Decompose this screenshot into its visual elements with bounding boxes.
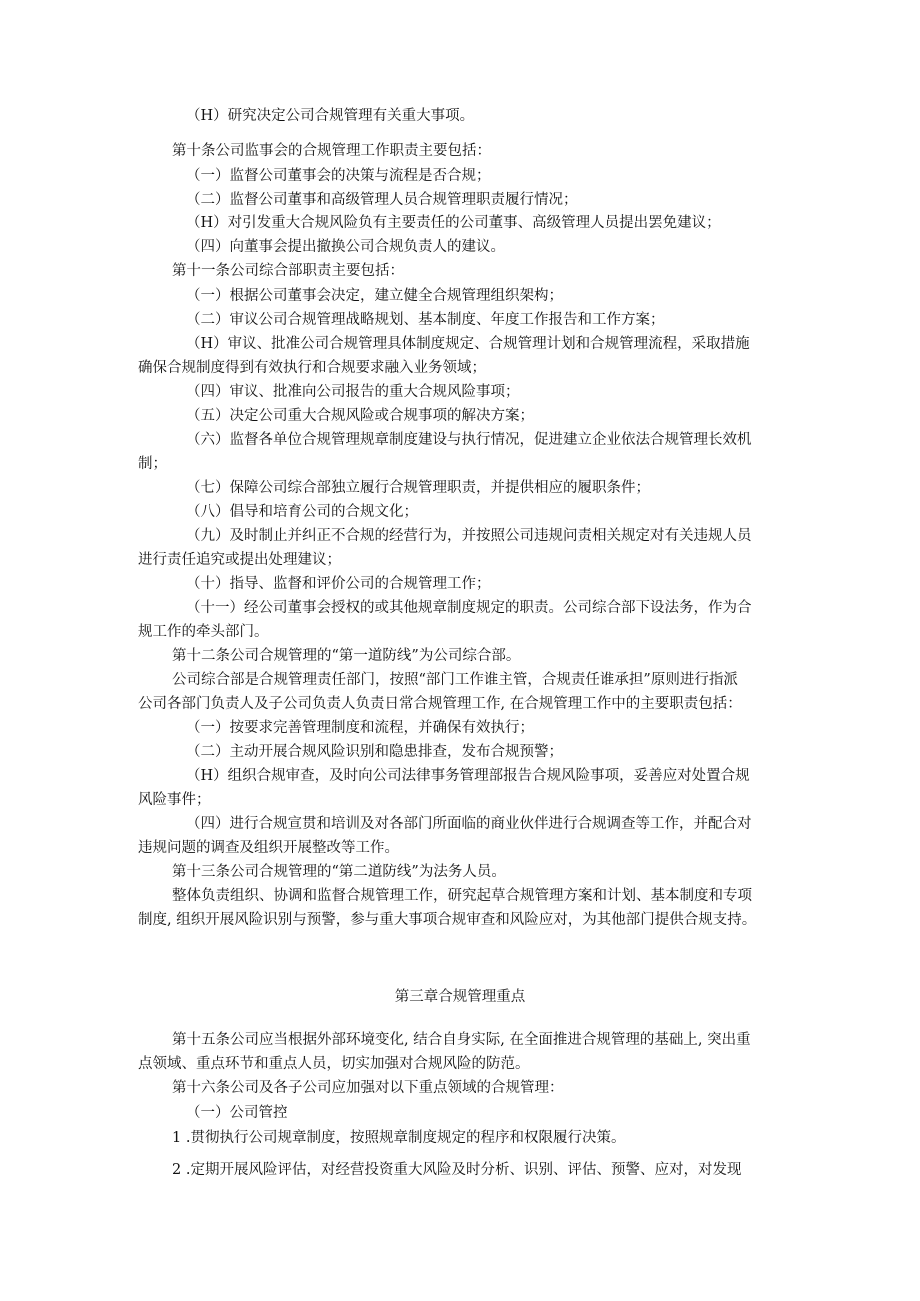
paragraph-line: （四）审议、批准向公司报告的重大合规风险事项； bbox=[186, 384, 520, 400]
paragraph-line: 确保合规制度得到有效执行和合规要求融入业务领域； bbox=[138, 360, 486, 376]
paragraph-line: （二）主动开展合规风险识别和隐患排查，发布合规预警； bbox=[186, 744, 563, 760]
paragraph-line: 违规问题的调查及组织开展整改等工作。 bbox=[138, 840, 399, 856]
article-heading: 第十二条公司合规管理的“第一道防线”为公司综合部。 bbox=[172, 648, 521, 664]
paragraph-line: 点领域、重点环节和重点人员，切实加强对合规风险的防范。 bbox=[138, 1056, 530, 1072]
paragraph-line: （二）监督公司董事和高级管理人员合规管理职责履行情况； bbox=[186, 192, 578, 208]
chapter-heading: 第三章合规管理重点 bbox=[394, 989, 526, 1005]
paragraph-line: （一）根据公司董事会决定，建立健全合规管理组织架构； bbox=[186, 288, 563, 304]
paragraph-line: 第十五条公司应当根据外部环境变化, 结合自身实际, 在全面推进合规管理的基础上, 突出重 bbox=[172, 1032, 751, 1048]
article-heading: 第十六条公司及各子公司应加强对以下重点领域的合规管理： bbox=[172, 1080, 564, 1096]
paragraph-line: 整体负责组织、协调和监督合规管理工作，研究起草合规管理方案和计划、基本制度和专项 bbox=[172, 888, 752, 904]
article-heading: 第十三条公司合规管理的“第二道防线”为法务人员。 bbox=[172, 864, 506, 880]
paragraph-line: 制； bbox=[138, 456, 167, 472]
paragraph-line: （H）审议、批准公司合规管理具体制度规定、合规管理计划和合规管理流程，采取措施 bbox=[186, 336, 750, 352]
paragraph-line: （一）按要求完善管理制度和流程，并确保有效执行； bbox=[186, 720, 534, 736]
paragraph-line: （八）倡导和培育公司的合规文化； bbox=[186, 504, 418, 520]
paragraph-line: （七）保障公司综合部独立履行合规管理职责，并提供相应的履职条件； bbox=[186, 480, 650, 496]
paragraph-line: 公司各部门负责人及子公司负责人负责日常合规管理工作, 在合规管理工作中的主要职责包括： bbox=[138, 696, 742, 712]
paragraph-line: （四）向董事会提出撤换公司合规负责人的建议。 bbox=[186, 239, 505, 255]
paragraph-line: （九）及时制止并纠正不合规的经营行为，并按照公司违规问责相关规定对有关违规人员 bbox=[186, 528, 752, 544]
paragraph-line: 进行责任追究或提出处理建议； bbox=[138, 552, 341, 568]
paragraph-line: 制度, 组织开展风险识别与预警，参与重大事项合规审查和风险应对，为其他部门提供合规支持。 bbox=[138, 912, 757, 928]
paragraph-line: （十一）经公司董事会授权的或其他规章制度规定的职责。公司综合部下设法务，作为合 bbox=[186, 600, 752, 616]
list-item: 1 .贯彻执行公司规章制度，按照规章制度规定的程序和权限履行决策。 bbox=[172, 1130, 626, 1146]
paragraph-line: 风险事件； bbox=[138, 792, 211, 808]
paragraph-line: 规工作的牵头部门。 bbox=[138, 624, 269, 640]
paragraph-line: （H）组织合规审查，及时向公司法律事务管理部报告合规风险事项，妥善应对处置合规 bbox=[186, 768, 750, 784]
paragraph-line: （H）研究决定公司合规管理有关重大事项。 bbox=[186, 108, 475, 124]
paragraph-line: 公司综合部是合规管理责任部门，按照“部门工作谁主管，合规责任谁承担”原则进行指派 bbox=[172, 672, 738, 688]
section-heading: （一）公司管控 bbox=[186, 1105, 288, 1121]
paragraph-line: （二）审议公司合规管理战略规划、基本制度、年度工作报告和工作方案； bbox=[186, 312, 665, 328]
paragraph-line: （五）决定公司重大合规风险或合规事项的解决方案； bbox=[186, 408, 534, 424]
paragraph-line: （四）进行合规宣贯和培训及对各部门所面临的商业伙伴进行合规调查等工作，并配合对 bbox=[186, 816, 752, 832]
list-item: 2 .定期开展风险评估，对经营投资重大风险及时分析、识别、评估、预警、应对，对发现 bbox=[172, 1162, 742, 1178]
paragraph-line: （一）监督公司董事会的决策与流程是否合规； bbox=[186, 168, 491, 184]
article-heading: 第十一条公司综合部职责主要包括： bbox=[172, 263, 404, 279]
paragraph-line: （十）指导、监督和评价公司的合规管理工作； bbox=[186, 576, 491, 592]
paragraph-line: （H）对引发重大合规风险负有主要责任的公司董事、高级管理人员提出罢免建议； bbox=[186, 215, 721, 231]
article-heading: 第十条公司监事会的合规管理工作职责主要包括： bbox=[172, 143, 491, 159]
paragraph-line: （六）监督各单位合规管理规章制度建设与执行情况，促进建立企业依法合规管理长效机 bbox=[186, 432, 752, 448]
